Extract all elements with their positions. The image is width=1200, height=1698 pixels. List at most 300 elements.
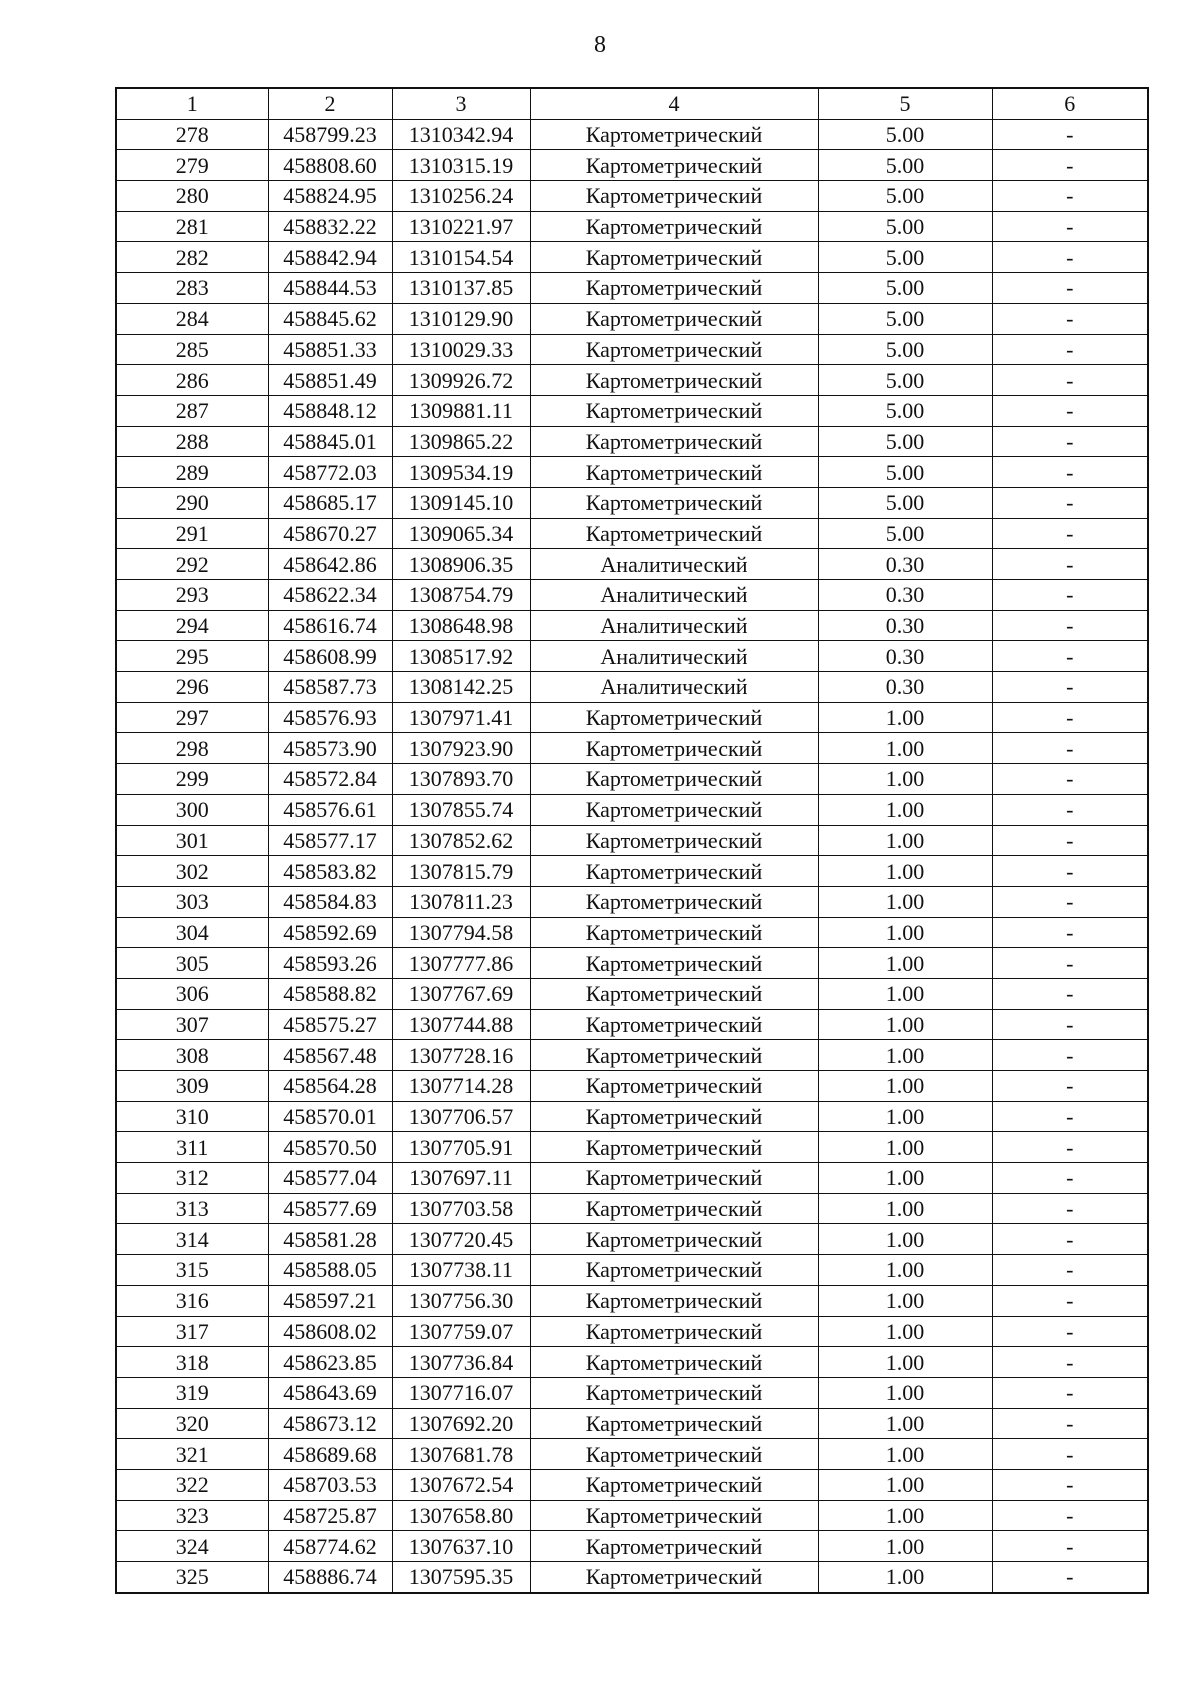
y-coordinate-cell: 1307759.07 (392, 1316, 530, 1347)
y-coordinate-cell: 1307777.86 (392, 948, 530, 979)
note-cell: - (992, 641, 1148, 672)
method-cell: Картометрический (530, 1531, 818, 1562)
table-row (116, 825, 1148, 856)
y-coordinate-cell: 1307855.74 (392, 794, 530, 825)
x-coordinate-cell: 458851.49 (268, 365, 392, 396)
y-coordinate-cell: 1310129.90 (392, 303, 530, 334)
y-coordinate-cell: 1310342.94 (392, 119, 530, 150)
y-coordinate-cell: 1307893.70 (392, 764, 530, 795)
method-cell: Картометрический (530, 334, 818, 365)
y-coordinate-cell: 1308906.35 (392, 549, 530, 580)
x-coordinate-cell: 458673.12 (268, 1408, 392, 1439)
y-coordinate-cell: 1307971.41 (392, 702, 530, 733)
point-number-cell: 289 (116, 457, 268, 488)
accuracy-cell: 1.00 (818, 1224, 992, 1255)
table-row (116, 764, 1148, 795)
column-header: 2 (268, 88, 392, 119)
accuracy-cell: 1.00 (818, 948, 992, 979)
note-cell: - (992, 487, 1148, 518)
x-coordinate-cell: 458616.74 (268, 610, 392, 641)
note-cell: - (992, 1101, 1148, 1132)
x-coordinate-cell: 458576.61 (268, 794, 392, 825)
column-header: 4 (530, 88, 818, 119)
table-row (116, 1132, 1148, 1163)
note-cell: - (992, 1193, 1148, 1224)
method-cell: Картометрический (530, 1224, 818, 1255)
point-number-cell: 279 (116, 150, 268, 181)
table-row (116, 1562, 1148, 1593)
table-row (116, 641, 1148, 672)
note-cell: - (992, 1285, 1148, 1316)
accuracy-cell: 1.00 (818, 1009, 992, 1040)
note-cell: - (992, 702, 1148, 733)
x-coordinate-cell: 458623.85 (268, 1347, 392, 1378)
point-number-cell: 304 (116, 917, 268, 948)
note-cell: - (992, 733, 1148, 764)
note-cell: - (992, 948, 1148, 979)
note-cell: - (992, 978, 1148, 1009)
point-number-cell: 294 (116, 610, 268, 641)
x-coordinate-cell: 458772.03 (268, 457, 392, 488)
method-cell: Картометрический (530, 1193, 818, 1224)
point-number-cell: 299 (116, 764, 268, 795)
method-cell: Картометрический (530, 150, 818, 181)
note-cell: - (992, 395, 1148, 426)
x-coordinate-cell: 458670.27 (268, 518, 392, 549)
note-cell: - (992, 610, 1148, 641)
point-number-cell: 297 (116, 702, 268, 733)
table-row (116, 457, 1148, 488)
accuracy-cell: 5.00 (818, 487, 992, 518)
y-coordinate-cell: 1308142.25 (392, 672, 530, 703)
x-coordinate-cell: 458622.34 (268, 580, 392, 611)
y-coordinate-cell: 1307738.11 (392, 1255, 530, 1286)
x-coordinate-cell: 458581.28 (268, 1224, 392, 1255)
accuracy-cell: 1.00 (818, 1255, 992, 1286)
method-cell: Картометрический (530, 119, 818, 150)
accuracy-cell: 0.30 (818, 580, 992, 611)
y-coordinate-cell: 1307705.91 (392, 1132, 530, 1163)
y-coordinate-cell: 1310029.33 (392, 334, 530, 365)
note-cell: - (992, 1132, 1148, 1163)
method-cell: Картометрический (530, 1500, 818, 1531)
note-cell: - (992, 457, 1148, 488)
accuracy-cell: 5.00 (818, 181, 992, 212)
method-cell: Картометрический (530, 886, 818, 917)
x-coordinate-cell: 458842.94 (268, 242, 392, 273)
point-number-cell: 320 (116, 1408, 268, 1439)
table-row (116, 1316, 1148, 1347)
note-cell: - (992, 1377, 1148, 1408)
method-cell: Аналитический (530, 641, 818, 672)
method-cell: Картометрический (530, 856, 818, 887)
table-row (116, 1500, 1148, 1531)
x-coordinate-cell: 458567.48 (268, 1040, 392, 1071)
method-cell: Картометрический (530, 764, 818, 795)
accuracy-cell: 1.00 (818, 1132, 992, 1163)
note-cell: - (992, 273, 1148, 304)
point-number-cell: 296 (116, 672, 268, 703)
y-coordinate-cell: 1309065.34 (392, 518, 530, 549)
y-coordinate-cell: 1309881.11 (392, 395, 530, 426)
table-row (116, 1377, 1148, 1408)
note-cell: - (992, 825, 1148, 856)
accuracy-cell: 1.00 (818, 1316, 992, 1347)
note-cell: - (992, 334, 1148, 365)
note-cell: - (992, 303, 1148, 334)
x-coordinate-cell: 458564.28 (268, 1071, 392, 1102)
accuracy-cell: 1.00 (818, 1531, 992, 1562)
method-cell: Картометрический (530, 794, 818, 825)
table-row (116, 242, 1148, 273)
y-coordinate-cell: 1310154.54 (392, 242, 530, 273)
accuracy-cell: 1.00 (818, 1163, 992, 1194)
table-row (116, 487, 1148, 518)
accuracy-cell: 1.00 (818, 1562, 992, 1593)
point-number-cell: 295 (116, 641, 268, 672)
accuracy-cell: 1.00 (818, 886, 992, 917)
note-cell: - (992, 365, 1148, 396)
x-coordinate-cell: 458576.93 (268, 702, 392, 733)
x-coordinate-cell: 458577.04 (268, 1163, 392, 1194)
note-cell: - (992, 672, 1148, 703)
x-coordinate-cell: 458851.33 (268, 334, 392, 365)
note-cell: - (992, 119, 1148, 150)
method-cell: Картометрический (530, 1040, 818, 1071)
accuracy-cell: 1.00 (818, 1377, 992, 1408)
note-cell: - (992, 794, 1148, 825)
note-cell: - (992, 1531, 1148, 1562)
method-cell: Картометрический (530, 1009, 818, 1040)
point-number-cell: 323 (116, 1500, 268, 1531)
table-row (116, 211, 1148, 242)
table-body (116, 119, 1148, 1593)
table-row (116, 395, 1148, 426)
point-number-cell: 293 (116, 580, 268, 611)
y-coordinate-cell: 1310256.24 (392, 181, 530, 212)
point-number-cell: 322 (116, 1469, 268, 1500)
table-row (116, 1009, 1148, 1040)
accuracy-cell: 1.00 (818, 764, 992, 795)
point-number-cell: 280 (116, 181, 268, 212)
point-number-cell: 283 (116, 273, 268, 304)
point-number-cell: 288 (116, 426, 268, 457)
point-number-cell: 318 (116, 1347, 268, 1378)
method-cell: Картометрический (530, 702, 818, 733)
accuracy-cell: 5.00 (818, 365, 992, 396)
accuracy-cell: 1.00 (818, 1040, 992, 1071)
accuracy-cell: 5.00 (818, 119, 992, 150)
point-number-cell: 305 (116, 948, 268, 979)
y-coordinate-cell: 1308754.79 (392, 580, 530, 611)
y-coordinate-cell: 1310221.97 (392, 211, 530, 242)
y-coordinate-cell: 1307736.84 (392, 1347, 530, 1378)
accuracy-cell: 1.00 (818, 1193, 992, 1224)
y-coordinate-cell: 1307637.10 (392, 1531, 530, 1562)
method-cell: Картометрический (530, 1439, 818, 1470)
accuracy-cell: 1.00 (818, 825, 992, 856)
x-coordinate-cell: 458725.87 (268, 1500, 392, 1531)
table-row (116, 518, 1148, 549)
method-cell: Картометрический (530, 1071, 818, 1102)
accuracy-cell: 1.00 (818, 1071, 992, 1102)
point-number-cell: 306 (116, 978, 268, 1009)
method-cell: Картометрический (530, 457, 818, 488)
column-header: 6 (992, 88, 1148, 119)
table-row (116, 426, 1148, 457)
method-cell: Картометрический (530, 181, 818, 212)
x-coordinate-cell: 458577.69 (268, 1193, 392, 1224)
note-cell: - (992, 211, 1148, 242)
note-cell: - (992, 1347, 1148, 1378)
accuracy-cell: 1.00 (818, 856, 992, 887)
method-cell: Картометрический (530, 1469, 818, 1500)
x-coordinate-cell: 458573.90 (268, 733, 392, 764)
y-coordinate-cell: 1307716.07 (392, 1377, 530, 1408)
y-coordinate-cell: 1307658.80 (392, 1500, 530, 1531)
table-row (116, 303, 1148, 334)
point-number-cell: 278 (116, 119, 268, 150)
accuracy-cell: 0.30 (818, 549, 992, 580)
table-row (116, 1408, 1148, 1439)
note-cell: - (992, 1316, 1148, 1347)
note-cell: - (992, 1408, 1148, 1439)
note-cell: - (992, 917, 1148, 948)
method-cell: Картометрический (530, 242, 818, 273)
accuracy-cell: 1.00 (818, 1439, 992, 1470)
accuracy-cell: 5.00 (818, 457, 992, 488)
accuracy-cell: 5.00 (818, 303, 992, 334)
method-cell: Картометрический (530, 1132, 818, 1163)
note-cell: - (992, 1500, 1148, 1531)
note-cell: - (992, 1009, 1148, 1040)
method-cell: Картометрический (530, 487, 818, 518)
method-cell: Картометрический (530, 1377, 818, 1408)
note-cell: - (992, 549, 1148, 580)
table-row (116, 1040, 1148, 1071)
accuracy-cell: 1.00 (818, 917, 992, 948)
method-cell: Аналитический (530, 549, 818, 580)
x-coordinate-cell: 458774.62 (268, 1531, 392, 1562)
y-coordinate-cell: 1310137.85 (392, 273, 530, 304)
point-number-cell: 307 (116, 1009, 268, 1040)
table-row (116, 549, 1148, 580)
method-cell: Аналитический (530, 580, 818, 611)
note-cell: - (992, 181, 1148, 212)
table-row (116, 672, 1148, 703)
table-row (116, 1469, 1148, 1500)
x-coordinate-cell: 458575.27 (268, 1009, 392, 1040)
x-coordinate-cell: 458570.01 (268, 1101, 392, 1132)
y-coordinate-cell: 1307852.62 (392, 825, 530, 856)
y-coordinate-cell: 1307706.57 (392, 1101, 530, 1132)
accuracy-cell: 1.00 (818, 733, 992, 764)
accuracy-cell: 5.00 (818, 211, 992, 242)
x-coordinate-cell: 458886.74 (268, 1562, 392, 1593)
coordinates-table (115, 87, 1149, 1594)
page-number: 8 (594, 32, 606, 58)
x-coordinate-cell: 458592.69 (268, 917, 392, 948)
table-row (116, 702, 1148, 733)
method-cell: Картометрический (530, 518, 818, 549)
method-cell: Картометрический (530, 395, 818, 426)
y-coordinate-cell: 1309534.19 (392, 457, 530, 488)
x-coordinate-cell: 458570.50 (268, 1132, 392, 1163)
note-cell: - (992, 764, 1148, 795)
x-coordinate-cell: 458703.53 (268, 1469, 392, 1500)
note-cell: - (992, 150, 1148, 181)
accuracy-cell: 1.00 (818, 1347, 992, 1378)
x-coordinate-cell: 458608.99 (268, 641, 392, 672)
x-coordinate-cell: 458572.84 (268, 764, 392, 795)
y-coordinate-cell: 1307756.30 (392, 1285, 530, 1316)
table-row (116, 1255, 1148, 1286)
table-row (116, 1101, 1148, 1132)
y-coordinate-cell: 1309145.10 (392, 487, 530, 518)
accuracy-cell: 0.30 (818, 641, 992, 672)
note-cell: - (992, 856, 1148, 887)
accuracy-cell: 5.00 (818, 518, 992, 549)
method-cell: Картометрический (530, 211, 818, 242)
method-cell: Картометрический (530, 1101, 818, 1132)
x-coordinate-cell: 458845.01 (268, 426, 392, 457)
accuracy-cell: 1.00 (818, 794, 992, 825)
y-coordinate-cell: 1309865.22 (392, 426, 530, 457)
note-cell: - (992, 1224, 1148, 1255)
x-coordinate-cell: 458583.82 (268, 856, 392, 887)
note-cell: - (992, 1439, 1148, 1470)
point-number-cell: 282 (116, 242, 268, 273)
point-number-cell: 325 (116, 1562, 268, 1593)
point-number-cell: 315 (116, 1255, 268, 1286)
x-coordinate-cell: 458824.95 (268, 181, 392, 212)
table-row (116, 978, 1148, 1009)
note-cell: - (992, 426, 1148, 457)
method-cell: Картометрический (530, 1347, 818, 1378)
accuracy-cell: 1.00 (818, 1408, 992, 1439)
method-cell: Картометрический (530, 825, 818, 856)
table-row (116, 1285, 1148, 1316)
method-cell: Картометрический (530, 1163, 818, 1194)
point-number-cell: 313 (116, 1193, 268, 1224)
y-coordinate-cell: 1310315.19 (392, 150, 530, 181)
x-coordinate-cell: 458808.60 (268, 150, 392, 181)
point-number-cell: 312 (116, 1163, 268, 1194)
y-coordinate-cell: 1307720.45 (392, 1224, 530, 1255)
x-coordinate-cell: 458593.26 (268, 948, 392, 979)
y-coordinate-cell: 1307767.69 (392, 978, 530, 1009)
point-number-cell: 302 (116, 856, 268, 887)
table-row (116, 1531, 1148, 1562)
point-number-cell: 284 (116, 303, 268, 334)
method-cell: Аналитический (530, 610, 818, 641)
point-number-cell: 324 (116, 1531, 268, 1562)
accuracy-cell: 5.00 (818, 426, 992, 457)
table-row (116, 150, 1148, 181)
table-row (116, 1347, 1148, 1378)
x-coordinate-cell: 458689.68 (268, 1439, 392, 1470)
y-coordinate-cell: 1307794.58 (392, 917, 530, 948)
method-cell: Картометрический (530, 1316, 818, 1347)
table-row (116, 886, 1148, 917)
x-coordinate-cell: 458848.12 (268, 395, 392, 426)
accuracy-cell: 0.30 (818, 610, 992, 641)
method-cell: Картометрический (530, 426, 818, 457)
x-coordinate-cell: 458832.22 (268, 211, 392, 242)
x-coordinate-cell: 458685.17 (268, 487, 392, 518)
y-coordinate-cell: 1307728.16 (392, 1040, 530, 1071)
point-number-cell: 308 (116, 1040, 268, 1071)
method-cell: Картометрический (530, 1562, 818, 1593)
y-coordinate-cell: 1308517.92 (392, 641, 530, 672)
table-row (116, 856, 1148, 887)
table-row (116, 794, 1148, 825)
x-coordinate-cell: 458643.69 (268, 1377, 392, 1408)
y-coordinate-cell: 1307815.79 (392, 856, 530, 887)
method-cell: Картометрический (530, 273, 818, 304)
note-cell: - (992, 518, 1148, 549)
method-cell: Картометрический (530, 1408, 818, 1439)
point-number-cell: 319 (116, 1377, 268, 1408)
x-coordinate-cell: 458844.53 (268, 273, 392, 304)
table-row (116, 1439, 1148, 1470)
method-cell: Картометрический (530, 917, 818, 948)
y-coordinate-cell: 1307923.90 (392, 733, 530, 764)
point-number-cell: 285 (116, 334, 268, 365)
note-cell: - (992, 580, 1148, 611)
y-coordinate-cell: 1308648.98 (392, 610, 530, 641)
table-row (116, 334, 1148, 365)
y-coordinate-cell: 1307703.58 (392, 1193, 530, 1224)
note-cell: - (992, 1071, 1148, 1102)
table-row (116, 273, 1148, 304)
note-cell: - (992, 1255, 1148, 1286)
note-cell: - (992, 1562, 1148, 1593)
table-row (116, 733, 1148, 764)
point-number-cell: 303 (116, 886, 268, 917)
point-number-cell: 311 (116, 1132, 268, 1163)
y-coordinate-cell: 1307595.35 (392, 1562, 530, 1593)
method-cell: Аналитический (530, 672, 818, 703)
point-number-cell: 298 (116, 733, 268, 764)
accuracy-cell: 5.00 (818, 395, 992, 426)
y-coordinate-cell: 1309926.72 (392, 365, 530, 396)
column-header: 3 (392, 88, 530, 119)
x-coordinate-cell: 458584.83 (268, 886, 392, 917)
x-coordinate-cell: 458577.17 (268, 825, 392, 856)
method-cell: Картометрический (530, 303, 818, 334)
y-coordinate-cell: 1307714.28 (392, 1071, 530, 1102)
x-coordinate-cell: 458799.23 (268, 119, 392, 150)
y-coordinate-cell: 1307692.20 (392, 1408, 530, 1439)
table-row (116, 917, 1148, 948)
accuracy-cell: 5.00 (818, 334, 992, 365)
y-coordinate-cell: 1307681.78 (392, 1439, 530, 1470)
table-row (116, 1163, 1148, 1194)
table-row (116, 1071, 1148, 1102)
accuracy-cell: 1.00 (818, 1469, 992, 1500)
table-header-row (116, 88, 1148, 119)
table-row (116, 365, 1148, 396)
column-header: 1 (116, 88, 268, 119)
table-row (116, 580, 1148, 611)
point-number-cell: 317 (116, 1316, 268, 1347)
point-number-cell: 300 (116, 794, 268, 825)
point-number-cell: 290 (116, 487, 268, 518)
table-row (116, 610, 1148, 641)
x-coordinate-cell: 458608.02 (268, 1316, 392, 1347)
accuracy-cell: 0.30 (818, 672, 992, 703)
